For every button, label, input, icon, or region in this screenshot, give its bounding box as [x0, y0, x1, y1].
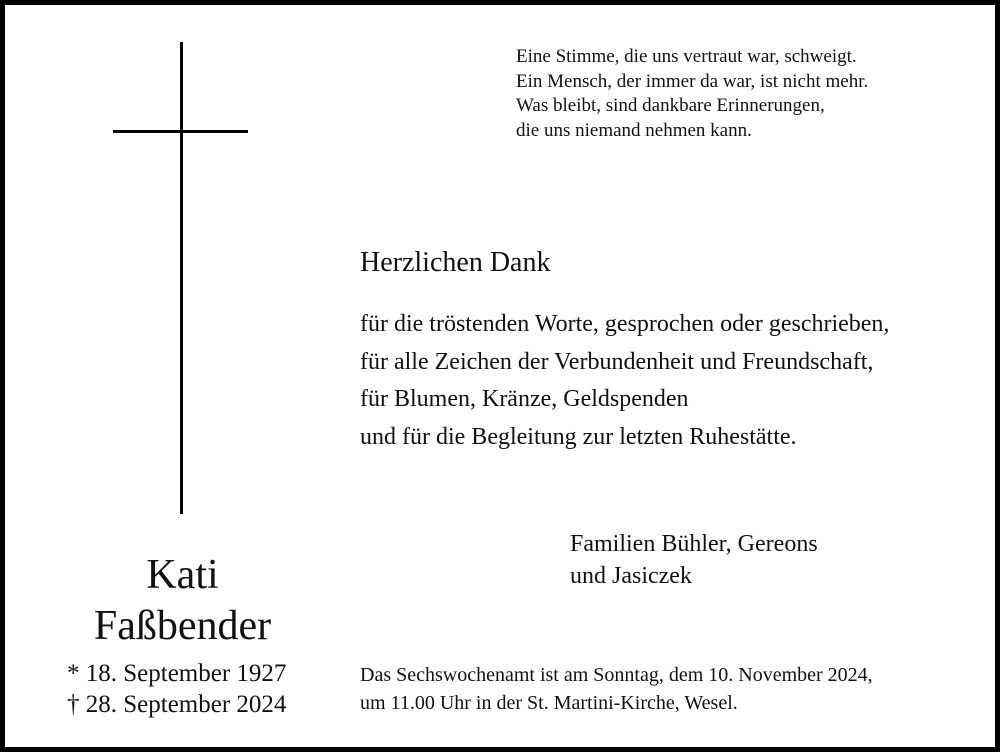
family-line: Familien Bühler, Gereons	[570, 531, 818, 557]
poem-line: die uns niemand nehmen kann.	[516, 119, 752, 141]
thanks-line: für alle Zeichen der Verbundenheit und Freundschaft,	[360, 348, 874, 375]
service-line: um 11.00 Uhr in der St. Martini-Kirche, Wesel.	[360, 692, 738, 714]
thanks-line: für Blumen, Kränze, Geldspenden	[360, 386, 689, 412]
service-line: Das Sechswochenamt ist am Sonntag, dem 10. November 2024,	[360, 664, 873, 686]
poem-line: Eine Stimme, die uns vertraut war, schweigt.	[516, 46, 857, 67]
birth-date: * 18. September 1927	[67, 660, 287, 687]
thanks-line: für die tröstenden Worte, gesprochen oder geschrieben,	[360, 311, 890, 337]
family-line: und Jasiczek	[570, 563, 692, 589]
death-date: † 28. September 2024	[67, 691, 287, 718]
cross-icon-horizontal	[113, 130, 248, 133]
deceased-name	[45, 550, 320, 652]
cross-icon-vertical	[180, 42, 183, 514]
deceased-last-name: Faßbender	[93, 603, 272, 649]
family-signature	[570, 528, 818, 592]
service-info	[360, 661, 873, 717]
thanks-text	[360, 306, 889, 456]
poem-line: Ein Mensch, der immer da war, ist nicht mehr.	[516, 70, 869, 92]
thanks-line: und für die Begleitung zur letzten Ruhestätte.	[360, 423, 797, 450]
deceased-first-name: Kati	[146, 552, 219, 598]
poem	[516, 45, 868, 143]
poem-line: Was bleibt, sind dankbare Erinnerungen,	[516, 95, 825, 116]
thanks-title: Herzlichen Dank	[360, 247, 551, 278]
life-dates	[67, 658, 286, 720]
